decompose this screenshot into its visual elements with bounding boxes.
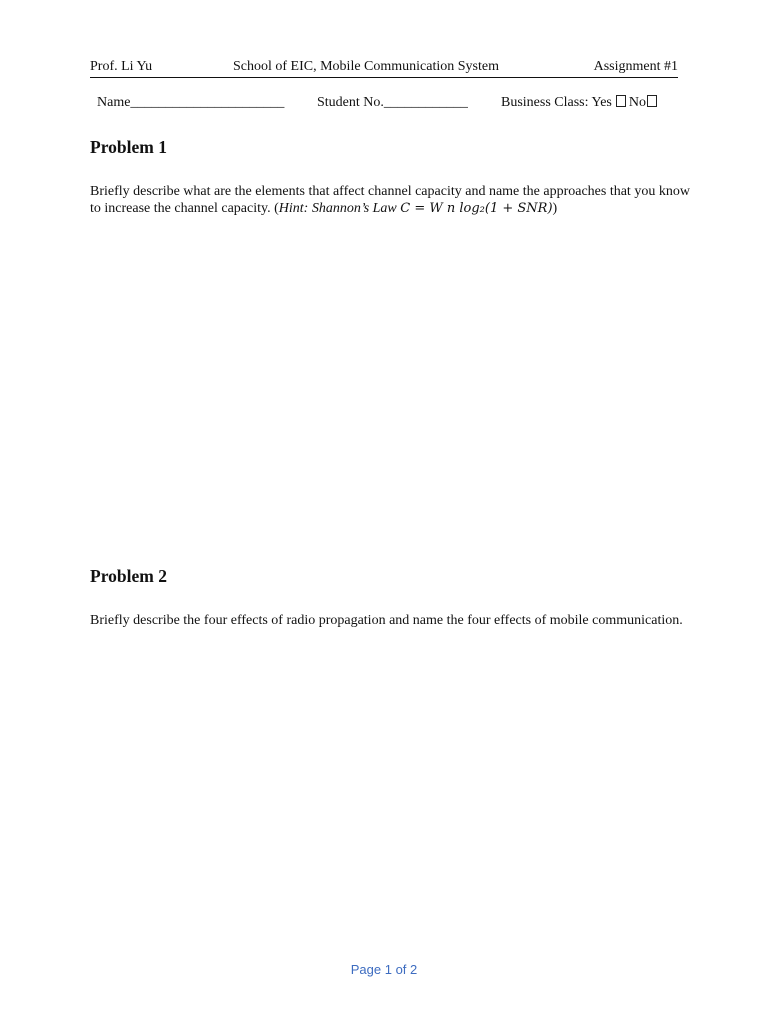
- problem-2-text: Briefly describe the four effects of radio propagation and name the four effects of mobile communication.: [90, 613, 683, 628]
- page-number: Page 1 of 2: [350, 962, 418, 977]
- yes-checkbox[interactable]: [616, 95, 626, 107]
- problem-1-text-end: ): [552, 201, 558, 216]
- no-label: No: [628, 95, 646, 110]
- business-class-label: Business Class: Yes: [501, 95, 612, 110]
- header-assignment: Assignment #1: [593, 59, 678, 74]
- problem-1-title: Problem 1: [90, 137, 167, 157]
- shannon-formula: C = W n log₂(1 + SNR): [400, 201, 553, 216]
- business-class-field: [501, 95, 660, 111]
- page-header: [90, 59, 678, 78]
- header-professor: Prof. Li Yu: [90, 59, 153, 74]
- no-checkbox[interactable]: [647, 95, 657, 107]
- hint-label: Hint: Shannon’s Law: [278, 201, 401, 216]
- problem-1-text: [90, 183, 690, 217]
- header-course: School of EIC, Mobile Communication System: [233, 59, 499, 74]
- student-no-field[interactable]: Student No.____________: [317, 95, 468, 110]
- problem-2-title: Problem 2: [90, 566, 167, 586]
- name-field[interactable]: Name______________________: [97, 95, 285, 110]
- problem-1-question: Briefly describe what are the elements that affect channel capacity and name the approaches that you know to increase the channel capacity. (: [90, 184, 690, 216]
